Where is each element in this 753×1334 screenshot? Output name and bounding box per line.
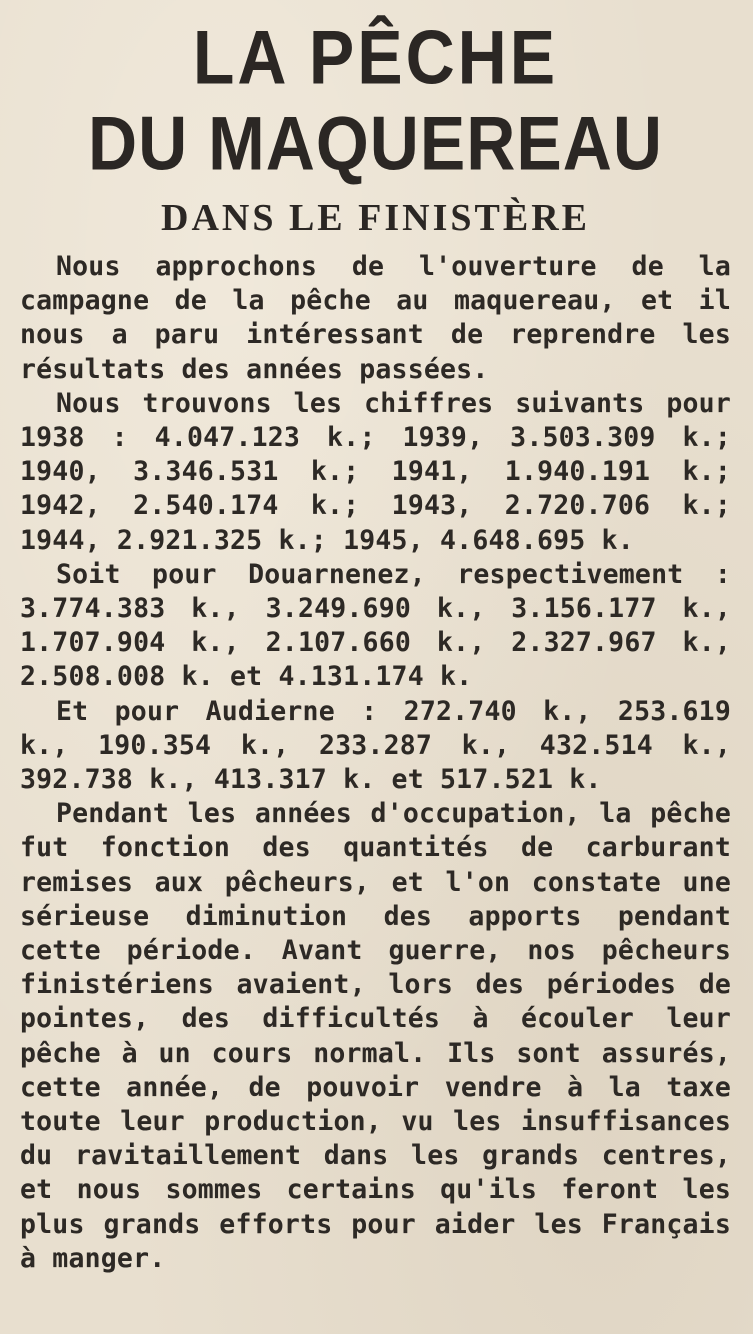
headline-line-1: LA PÊCHE <box>192 15 559 101</box>
paragraph-intro: Nous approchons de l'ouverture de la campagne de la pêche au maquereau, et il nous a paru intéressant de reprendre les résultats des années passées. <box>20 251 731 385</box>
paragraph-totals: Nous trouvons les chiffres suivants pour 1938 : 4.047.123 k.; 1939, 3.503.309 k.; 1940, 3.346.531 k.; 1941, 1.940.191 k.; 1942, 2.540.174 k.; 1943, 2.720.706 k.; 1944, 2.921.325 k.; 1945, 4.648.695 k. <box>20 387 731 556</box>
article-body <box>20 250 731 1276</box>
subheadline: DANS LE FINISTÈRE <box>161 197 590 239</box>
paragraph-douarnenez: Soit pour Douarnenez, respectivement : 3.774.383 k., 3.249.690 k., 3.156.177 k., 1.707.904 k., 2.107.660 k., 2.327.967 k., 2.508.008 k. et 4.131.174 k. <box>20 558 731 693</box>
headline-line-2: DU MAQUEREAU <box>88 101 663 187</box>
paragraph-occupation: Pendant les années d'occupation, la pêche fut fonction des quantités de carburant remises aux pêcheurs, et l'on constate une sérieuse diminution des apports pendant cette période. Avant guerre, nos pêcheurs finistériens avaient, lors des périodes de pointes, des difficultés à écouler leur pêche à un cours normal. Ils sont assurés, cette année, de pouvoir vendre à la taxe toute leur production, vu les insuffisances du ravitaillement dans les grands centres, et nous sommes certains qu'ils feront les plus grands efforts pour aider les Français à manger. <box>20 798 731 1274</box>
paragraph-audierne: Et pour Audierne : 272.740 k., 253.619 k., 190.354 k., 233.287 k., 432.514 k., 392.738 k., 413.317 k. et 517.521 k. <box>20 695 731 796</box>
